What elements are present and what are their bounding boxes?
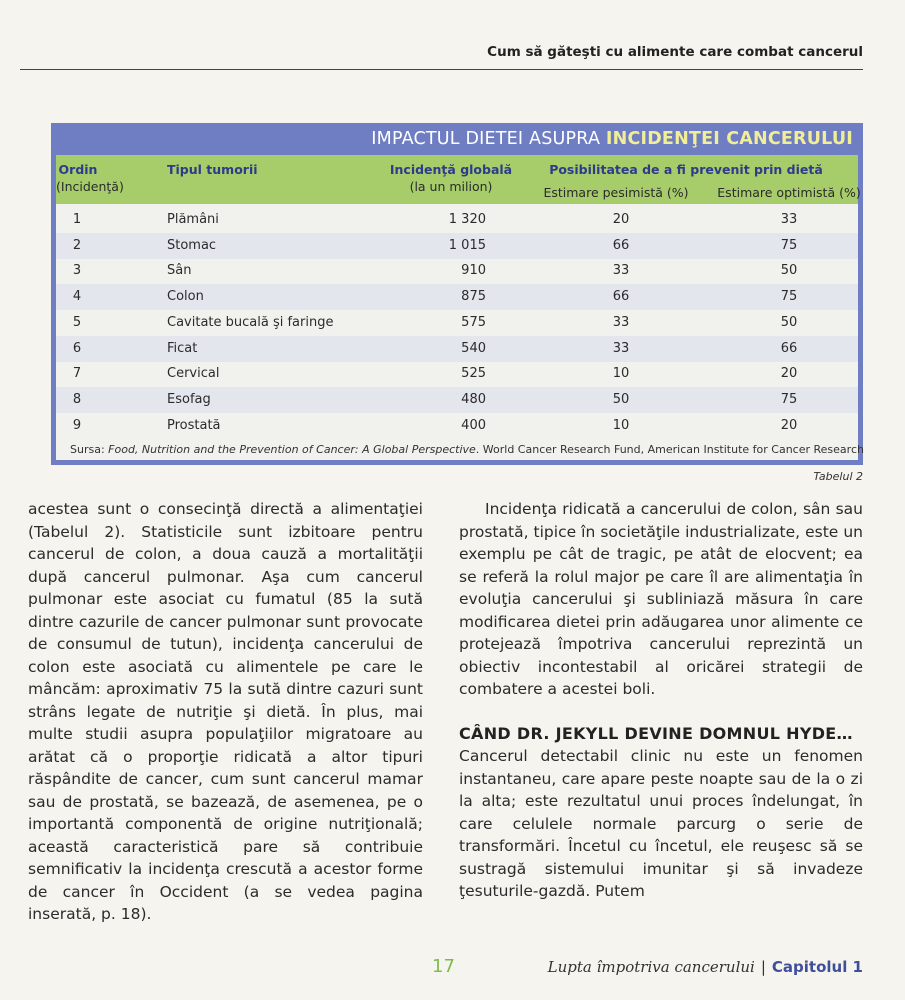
pessimistic-cell: 33 [612, 263, 630, 279]
rank-cell: 8 [72, 391, 82, 407]
tumor-type-cell: Plămâni [167, 212, 219, 227]
optimistic-cell: 20 [780, 366, 798, 382]
table-row [56, 233, 858, 259]
table-row [56, 413, 858, 439]
tumor-type-cell: Colon [167, 289, 204, 305]
optimistic-cell: 75 [780, 237, 798, 253]
footer-title-block [548, 958, 863, 976]
chapter-label: Capitolul 1 [771, 958, 863, 976]
incidence-cell: 910 [461, 263, 486, 279]
source-rest: . World Cancer Research Fund, American Institute for Cancer Research [475, 443, 864, 456]
optimistic-cell: 20 [780, 417, 798, 433]
table-row [56, 258, 858, 284]
right-paragraph-1: Incidenţa ridicată a cancerului de colon, sân sau prostată, tipice în societăţile industrializate, este un exemplu pe cât de tragic, pe atât de elocvent; ea se referă la rolul major pe care îl are alimentaţia în evoluţia cancerului şi subliniază măsura în care modificarea dietei prin adăugarea unor alimente ce protejează împotriva cancerului reprezintă un obiectiv incontestabil al oricărei strategii de combatere a acestei boli. [459, 500, 863, 698]
table-body [56, 155, 864, 460]
col-type-label: Tipul tumorii [167, 162, 258, 177]
header-rule [20, 69, 863, 70]
table-row [56, 284, 858, 310]
optimistic-cell: 50 [780, 314, 798, 330]
incidence-cell: 540 [461, 340, 486, 356]
table-title-highlight: INCIDENŢEI CANCERULUI [605, 129, 853, 149]
tumor-type-cell: Ficat [167, 340, 198, 356]
table-row [56, 310, 858, 336]
left-paragraph: acestea sunt o consecinţă directă a alimentaţiei (Tabelul 2). Statisticile sunt izbitoare pentru cancerul de colon, a doua cauză a mortalităţii după cancerul pulmonar. Aşa cum cancerul pulmonar este asociat cu fumatul (85 la sută dintre cazurile de cancer pulmonar sunt provocate de consumul de tutun), incidenţa cancerului de colon este asociată cu alimentele pe care le mâncăm: aproximativ 75 la sută dintre cazuri sunt strâns legate de nutriţie şi dietă. În plus, mai multe studii asupra populaţiilor migratoare au arătat că o proporţie ridicată a altor tipuri răspândite de cancer, cum sunt cancerul mamar sau de prostată, se bazează, de asemenea, pe o importantă componentă de origine nutriţională; această caracteristică pare să contribuie semnificativ la incidenţa crescută a acestor forme de cancer în Occident (a se vedea pagina inserată, p. 18). [28, 500, 423, 923]
pessimistic-cell: 33 [612, 340, 630, 356]
section-subheading: CÂND DR. JEKYLL DEVINE DOMNUL HYDE… [459, 723, 853, 743]
table-title [371, 129, 853, 149]
table-title-plain: IMPACTUL DIETEI ASUPRA [371, 129, 601, 149]
rank-cell: 7 [72, 366, 82, 382]
rank-cell: 1 [72, 212, 82, 227]
tumor-type-cell: Sân [167, 263, 192, 279]
incidence-cell: 1 015 [448, 237, 486, 253]
rank-cell: 9 [72, 417, 82, 433]
table-source [70, 443, 864, 456]
incidence-cell: 1 320 [448, 212, 486, 227]
tumor-type-cell: Cavitate bucală şi faringe [167, 314, 334, 330]
rank-cell: 4 [72, 289, 82, 305]
pessimistic-cell: 66 [612, 237, 630, 253]
book-title: Lupta împotriva cancerului [547, 958, 755, 976]
incidence-cell: 525 [461, 366, 486, 382]
pessimistic-cell: 33 [612, 314, 630, 330]
optimistic-cell: 75 [780, 289, 798, 305]
page-number: 17 [432, 956, 455, 977]
optimistic-cell: 50 [780, 263, 798, 279]
rank-cell: 3 [72, 263, 82, 279]
col-rank-label: Ordin [58, 162, 98, 177]
table-row [56, 387, 858, 413]
pessimistic-cell: 50 [612, 391, 630, 407]
incidence-cell: 480 [461, 391, 486, 407]
rank-cell: 5 [72, 314, 82, 330]
incidence-cell: 575 [461, 314, 486, 330]
col-incidence-header [386, 161, 516, 195]
table-header [56, 155, 861, 204]
running-head: Cum să găteşti cu alimente care combat cancerul [487, 44, 863, 60]
col-prevention-header [536, 161, 836, 178]
tumor-type-cell: Cervical [167, 366, 220, 382]
table-row [56, 336, 858, 362]
rank-cell: 6 [72, 340, 82, 356]
incidence-cell: 875 [461, 289, 486, 305]
col-pessimistic-header: Estimare pesimistă (%) [543, 185, 689, 200]
pessimistic-cell: 20 [612, 212, 630, 227]
col-prevention-label: Posibilitatea de a fi prevenit prin dietă [549, 162, 823, 177]
col-type-header [167, 161, 258, 178]
incidence-cell: 400 [461, 417, 486, 433]
table-row [56, 361, 858, 387]
col-incidence-sub: (la un milion) [409, 179, 493, 194]
tumor-type-cell: Esofag [167, 391, 211, 407]
table-row [56, 207, 858, 233]
right-paragraph-2: Cancerul detectabil clinic nu este un fenomen instantaneu, care apare peste noapte sau de la o zi la alta; este rezultatul unui proces îndelungat, în care celulele normale parcurg o serie de transformări. Încetul cu încetul, ele reuşesc să se sustragă sistemului imunitar şi să invadeze ţesuturile-gazdă. Putem [459, 747, 863, 900]
tumor-type-cell: Prostată [167, 417, 221, 433]
optimistic-cell: 33 [780, 212, 798, 227]
col-rank-sub: (Incidenţă) [56, 179, 124, 194]
source-title: Food, Nutrition and the Prevention of Cancer: A Global Perspective [108, 443, 476, 456]
rank-cell: 2 [72, 237, 82, 253]
optimistic-cell: 75 [780, 391, 798, 407]
table-caption: Tabelul 2 [813, 470, 863, 483]
table-box [51, 123, 863, 465]
col-optimistic-header: Estimare optimistă (%) [717, 185, 861, 200]
footer-separator: | [760, 958, 766, 976]
pessimistic-cell: 66 [612, 289, 630, 305]
tumor-type-cell: Stomac [167, 237, 217, 253]
col-incidence-label: Incidenţă globală [389, 162, 513, 177]
left-column [28, 498, 423, 926]
right-column [459, 498, 863, 903]
col-rank-header [56, 161, 124, 195]
pessimistic-cell: 10 [612, 366, 630, 382]
source-prefix: Sursa: [70, 443, 105, 456]
optimistic-cell: 66 [780, 340, 798, 356]
pessimistic-cell: 10 [612, 417, 630, 433]
